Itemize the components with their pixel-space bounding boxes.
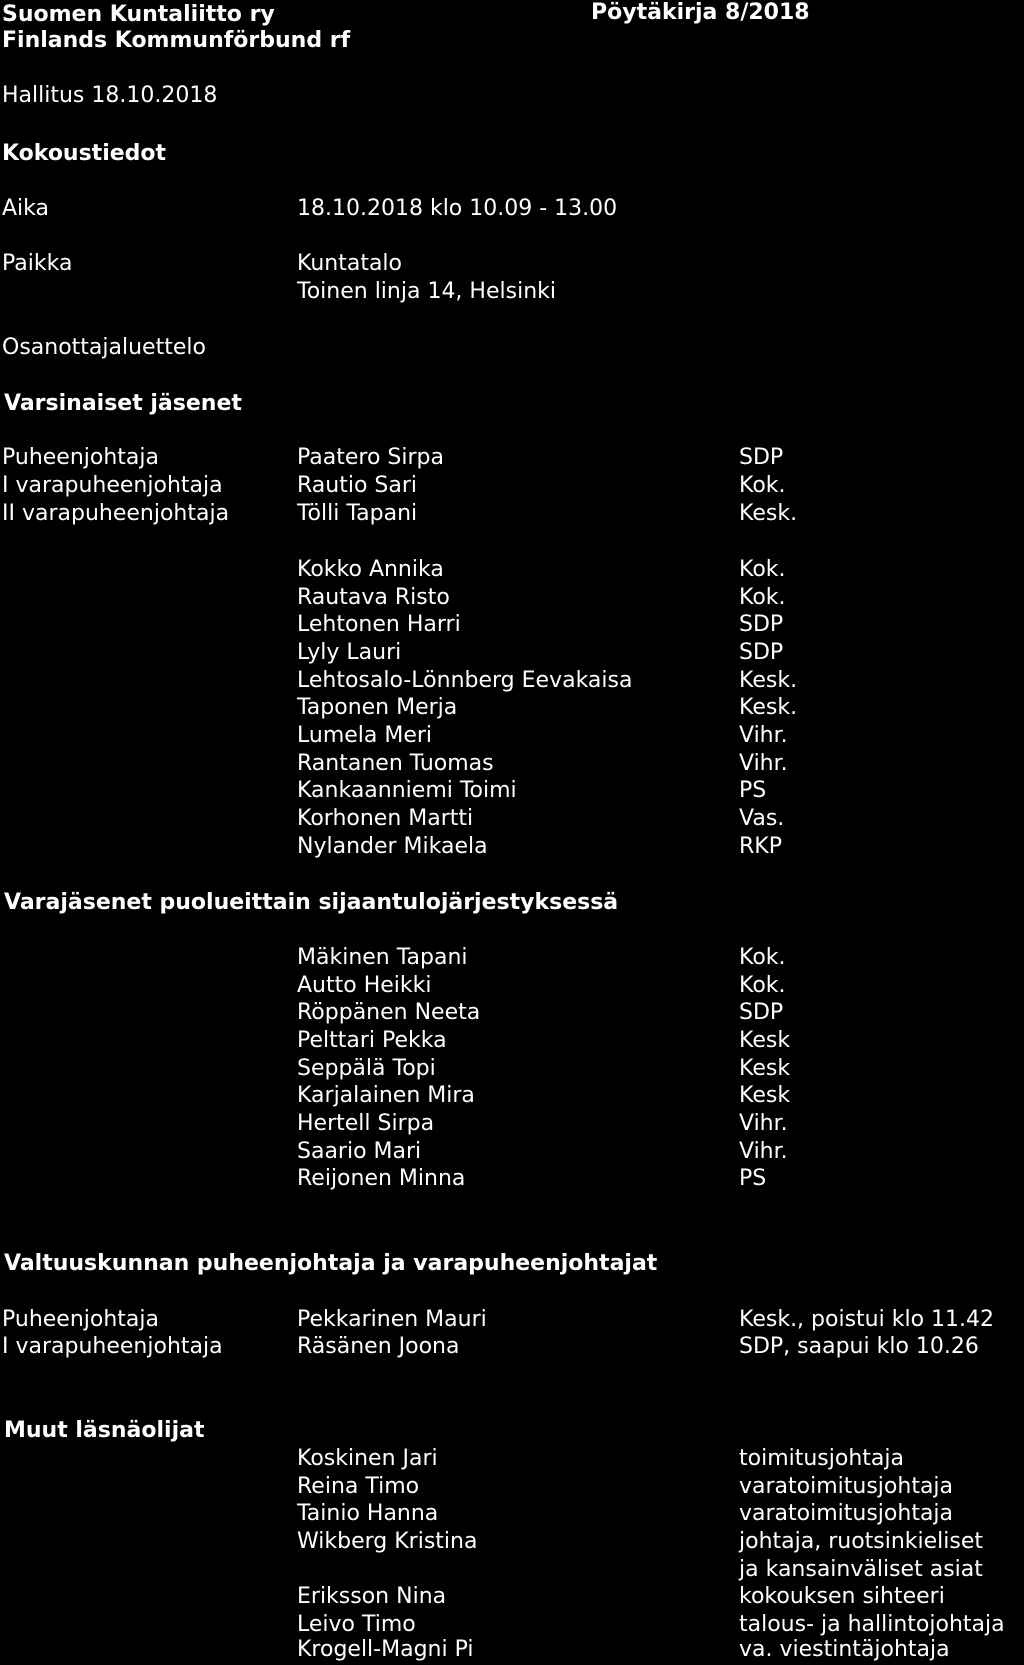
member-row <box>2 722 1022 750</box>
member-row <box>2 584 1022 612</box>
party: SDP, saapui klo 10.26 <box>739 1334 979 1359</box>
person-name: Lehtosalo-Lönnberg Eevakaisa <box>297 668 633 693</box>
deputy-row <box>2 1027 1022 1055</box>
party: Kesk., poistui klo 11.42 <box>739 1307 995 1332</box>
role: I varapuheenjohtaja <box>2 473 223 498</box>
person-name: Hertell Sirpa <box>297 1111 435 1136</box>
org-name-fi: Suomen Kuntaliitto ry <box>2 2 275 27</box>
deputy-row <box>2 999 1022 1027</box>
party: Kok. <box>739 585 786 610</box>
party: PS <box>739 778 767 803</box>
chair-row <box>2 500 1022 528</box>
time-label: Aika <box>2 196 49 221</box>
document-reference: Pöytäkirja 8/2018 <box>591 0 810 25</box>
person-name: Lehtonen Harri <box>297 612 461 637</box>
party: Vihr. <box>739 723 788 748</box>
person-name: Reina Timo <box>297 1474 420 1499</box>
role: Puheenjohtaja <box>2 1307 159 1332</box>
others-heading: Muut läsnäolijat <box>4 1418 205 1443</box>
person-name: Kankaanniemi Toimi <box>297 778 517 803</box>
party: Vihr. <box>739 1139 788 1164</box>
party: Kesk. <box>739 501 798 526</box>
person-name: Pelttari Pekka <box>297 1028 447 1053</box>
person-title: johtaja, ruotsinkieliset <box>739 1529 984 1554</box>
person-name: Autto Heikki <box>297 973 432 998</box>
party: SDP <box>739 640 784 665</box>
person-name: Kokko Annika <box>297 557 444 582</box>
party: Vihr. <box>739 1111 788 1136</box>
person-title: va. viestintäjohtaja <box>739 1637 950 1662</box>
person-title-continued: ja kansainväliset asiat <box>739 1557 983 1582</box>
party: Kesk. <box>739 668 798 693</box>
role: II varapuheenjohtaja <box>2 501 230 526</box>
party: Kesk. <box>739 695 798 720</box>
person-name: Seppälä Topi <box>297 1056 436 1081</box>
party: Vihr. <box>739 751 788 776</box>
party: SDP <box>739 612 784 637</box>
person-name: Leivo Timo <box>297 1612 416 1637</box>
party: Kesk <box>739 1028 791 1053</box>
party: SDP <box>739 445 784 470</box>
party: PS <box>739 1166 767 1191</box>
person-title: toimitusjohtaja <box>739 1446 904 1471</box>
person-title: varatoimitusjohtaja <box>739 1501 954 1526</box>
person-name: Koskinen Jari <box>297 1446 438 1471</box>
council-row <box>2 1306 1022 1334</box>
members-heading: Varsinaiset jäsenet <box>4 391 242 416</box>
person-name: Mäkinen Tapani <box>297 945 468 970</box>
council-row <box>2 1333 1022 1361</box>
deputy-row <box>2 1082 1022 1110</box>
deputy-row <box>2 1110 1022 1138</box>
attendees-label: Osanottajaluettelo <box>2 335 206 360</box>
person-name: Rautio Sari <box>297 473 418 498</box>
member-row <box>2 750 1022 778</box>
person-name: Nylander Mikaela <box>297 834 488 859</box>
party: SDP <box>739 1000 784 1025</box>
member-row <box>2 639 1022 667</box>
deputy-row <box>2 1055 1022 1083</box>
party: Kok. <box>739 557 786 582</box>
party: Kesk <box>739 1056 791 1081</box>
deputies-heading: Varajäsenet puolueittain sijaantulojärjestyksessä <box>4 890 619 915</box>
member-row <box>2 805 1022 833</box>
person-name: Pekkarinen Mauri <box>297 1307 487 1332</box>
party: Kok. <box>739 973 786 998</box>
person-name: Rautava Risto <box>297 585 450 610</box>
chair-row <box>2 444 1022 472</box>
place-label: Paikka <box>2 251 73 276</box>
place-line-1: Kuntatalo <box>297 251 403 276</box>
party: RKP <box>739 834 782 859</box>
person-name: Tölli Tapani <box>297 501 418 526</box>
member-row <box>2 556 1022 584</box>
role: I varapuheenjohtaja <box>2 1334 223 1359</box>
person-name: Korhonen Martti <box>297 806 474 831</box>
member-row <box>2 667 1022 695</box>
member-row <box>2 611 1022 639</box>
deputy-row <box>2 1138 1022 1166</box>
deputy-row <box>2 972 1022 1000</box>
person-name: Paatero Sirpa <box>297 445 444 470</box>
role: Puheenjohtaja <box>2 445 159 470</box>
council-heading: Valtuuskunnan puheenjohtaja ja varapuheenjohtajat <box>4 1251 658 1276</box>
person-name: Reijonen Minna <box>297 1166 466 1191</box>
person-title: varatoimitusjohtaja <box>739 1474 954 1499</box>
person-name: Wikberg Kristina <box>297 1529 478 1554</box>
person-name: Saario Mari <box>297 1139 422 1164</box>
person-name: Krogell-Magni Pi <box>297 1637 474 1662</box>
person-name: Tainio Hanna <box>297 1501 439 1526</box>
deputy-row <box>2 1165 1022 1193</box>
place-line-2: Toinen linja 14, Helsinki <box>297 279 556 304</box>
person-name: Räsänen Joona <box>297 1334 460 1359</box>
party: Kesk <box>739 1083 791 1108</box>
person-name: Rantanen Tuomas <box>297 751 494 776</box>
chair-row <box>2 472 1022 500</box>
party: Vas. <box>739 806 785 831</box>
party: Kok. <box>739 473 786 498</box>
member-row <box>2 833 1022 861</box>
meeting-title: Hallitus 18.10.2018 <box>2 83 218 108</box>
person-title: kokouksen sihteeri <box>739 1584 945 1609</box>
person-name: Röppänen Neeta <box>297 1000 481 1025</box>
person-title: talous- ja hallintojohtaja <box>739 1612 1005 1637</box>
time-value: 18.10.2018 klo 10.09 - 13.00 <box>297 196 618 221</box>
person-name: Lumela Meri <box>297 723 433 748</box>
person-name: Karjalainen Mira <box>297 1083 475 1108</box>
person-name: Eriksson Nina <box>297 1584 447 1609</box>
person-name: Lyly Lauri <box>297 640 402 665</box>
person-name: Taponen Merja <box>297 695 458 720</box>
party: Kok. <box>739 945 786 970</box>
org-name-sv: Finlands Kommunförbund rf <box>2 28 351 53</box>
deputy-row <box>2 944 1022 972</box>
member-row <box>2 694 1022 722</box>
member-row <box>2 777 1022 805</box>
meeting-info-heading: Kokoustiedot <box>2 141 167 166</box>
